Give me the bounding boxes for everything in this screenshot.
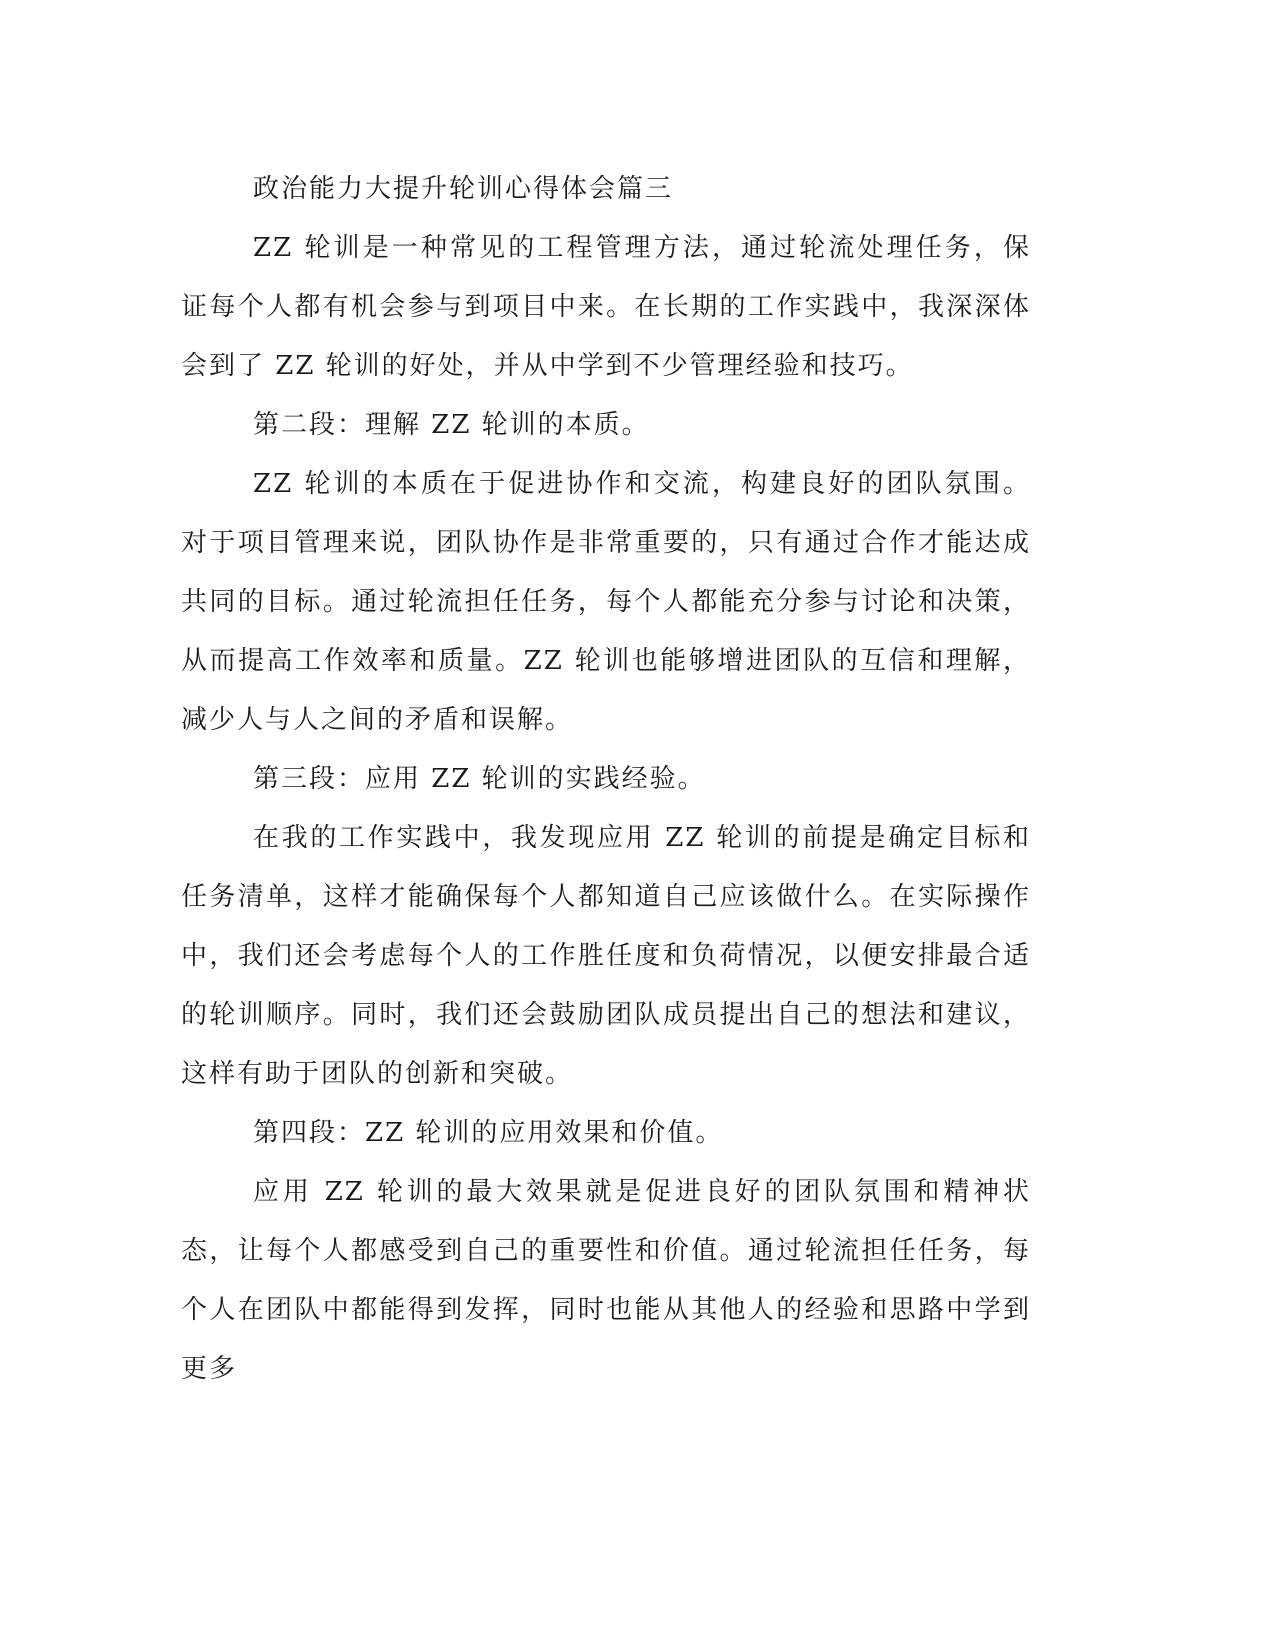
section-heading-3: 第三段：应用 ZZ 轮训的实践经验。 — [253, 764, 706, 794]
document-title: 政治能力大提升轮训心得体会篇三 — [253, 174, 674, 204]
paragraph-section-2: ZZ 轮训的本质在于促进协作和交流，构建良好的团队氛围。对于项目管理来说，团队协作是非常重要的，只有通过合作才能达成共同的目标。通过轮流担任任务，每个人都能充分参与讨论和决策，从而提高工作效率和质量。ZZ 轮训也能够增进团队的互信和理解，减少人与人之间的矛盾和误解。 — [181, 469, 1031, 735]
section-heading-2: 第二段：理解 ZZ 轮训的本质。 — [253, 410, 650, 440]
paragraph-section-3: 在我的工作实践中，我发现应用 ZZ 轮训的前提是确定目标和任务清单，这样才能确保每个人都知道自己应该做什么。在实际操作中，我们还会考虑每个人的工作胜任度和负荷情况，以便安排最合适的轮训顺序。同时，我们还会鼓励团队成员提出自己的想法和建议，这样有助于团队的创新和突破。 — [181, 823, 1031, 1089]
section-heading-4: 第四段：ZZ 轮训的应用效果和价值。 — [253, 1118, 724, 1148]
paragraph-section-4: 应用 ZZ 轮训的最大效果就是促进良好的团队氛围和精神状态，让每个人都感受到自己的重要性和价值。通过轮流担任任务，每个人在团队中都能得到发挥，同时也能从其他人的经验和思路中学到更多 — [181, 1177, 1031, 1384]
paragraph-intro: ZZ 轮训是一种常见的工程管理方法，通过轮流处理任务，保证每个人都有机会参与到项目中来。在长期的工作实践中，我深深体会到了 ZZ 轮训的好处，并从中学到不少管理经验和技巧。 — [181, 233, 1031, 381]
document-body — [181, 160, 1031, 1399]
